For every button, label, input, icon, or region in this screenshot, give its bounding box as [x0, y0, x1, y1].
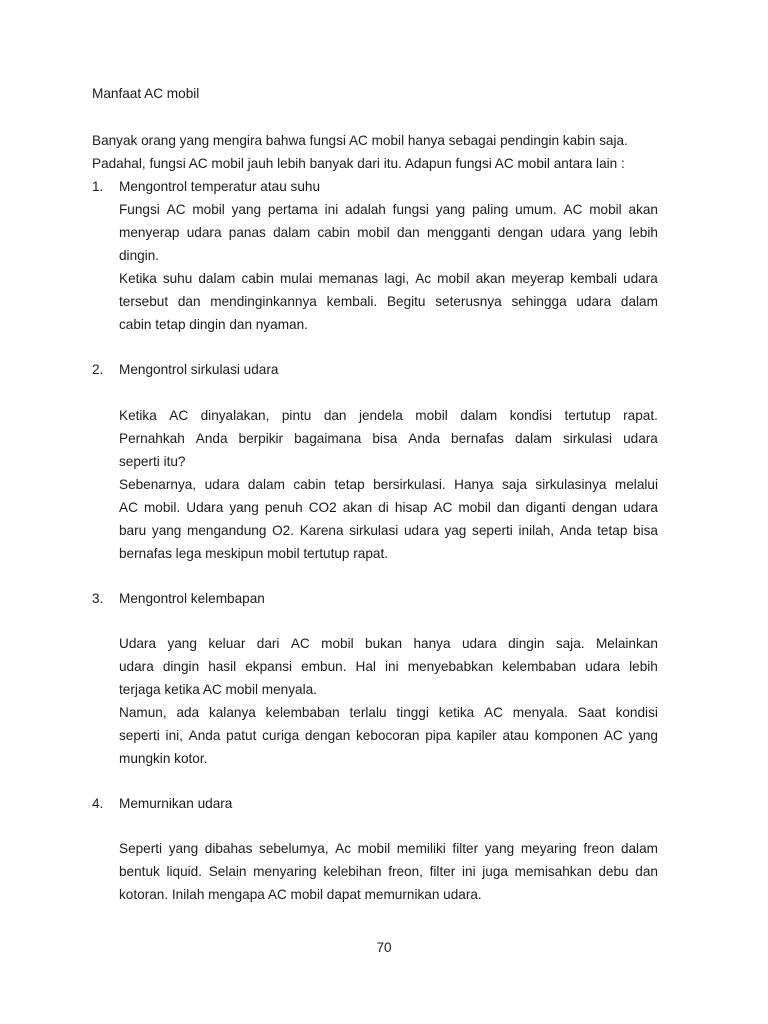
- word: mobil: [321, 636, 354, 651]
- word: panas: [228, 225, 266, 240]
- word: dan: [396, 225, 420, 240]
- word: akan: [475, 271, 506, 286]
- paragraph-line: [119, 294, 658, 310]
- word: fungsi: [392, 202, 429, 217]
- word: pipa: [425, 728, 451, 743]
- word: inilah,: [518, 523, 555, 538]
- word: Sebenarnya,: [119, 477, 197, 492]
- word: Ac: [335, 841, 352, 856]
- word: Anda: [408, 431, 441, 446]
- word: lagi,: [384, 271, 410, 286]
- word: Anda: [195, 431, 228, 446]
- word: yang: [151, 523, 182, 538]
- word: Anda: [559, 523, 592, 538]
- paragraph-line: [119, 202, 658, 218]
- word: kalanya: [208, 705, 256, 720]
- word: dingin: [162, 659, 200, 674]
- word: bisa: [372, 431, 398, 446]
- word: meyaring: [520, 841, 577, 856]
- word: dan: [323, 408, 347, 423]
- word: sirkulasi: [562, 431, 613, 446]
- word: yang: [435, 202, 466, 217]
- word: ini,: [165, 728, 183, 743]
- paragraph-line: mungkin kotor.: [119, 751, 208, 766]
- word: dengan: [304, 728, 351, 743]
- word: dengan: [497, 225, 544, 240]
- word: memanas: [318, 271, 379, 286]
- word: kembali.: [326, 294, 378, 309]
- word: ada: [176, 705, 200, 720]
- word: curiga: [262, 728, 300, 743]
- word: udara: [461, 636, 497, 651]
- word: dan: [635, 864, 658, 879]
- word: Ketika: [119, 271, 157, 286]
- word: AC: [166, 202, 186, 217]
- word: saja.: [555, 636, 585, 651]
- word: pintu: [281, 408, 312, 423]
- word: mobil: [192, 202, 225, 217]
- word: dalam: [273, 225, 311, 240]
- word: sirkulasi: [349, 523, 399, 538]
- word: baru: [119, 523, 147, 538]
- word: Anda: [188, 728, 221, 743]
- word: yang: [167, 636, 197, 651]
- section-number: 2.: [92, 362, 104, 377]
- word: kapiler: [456, 728, 497, 743]
- section-number: 1.: [92, 179, 104, 194]
- word: meyerap: [511, 271, 565, 286]
- word: paling: [472, 202, 509, 217]
- word: dinyalakan,: [200, 408, 270, 423]
- paragraph-line: [119, 841, 658, 857]
- paragraph-line: terjaga ketika AC mobil menyala.: [119, 682, 317, 697]
- word: bukan: [365, 636, 403, 651]
- word: kebocoran: [356, 728, 420, 743]
- word: umum.: [515, 202, 557, 217]
- word: Begitu: [386, 294, 426, 309]
- word: O2.: [272, 523, 295, 538]
- word: memiliki: [396, 841, 446, 856]
- word: lebih: [629, 225, 658, 240]
- word: Seperti: [119, 841, 163, 856]
- paragraph-line: bernafas lega meskipun mobil tertutup rapat.: [119, 546, 389, 561]
- word: bisa: [633, 523, 658, 538]
- word: kondisi: [615, 705, 658, 720]
- word: mobil: [357, 225, 390, 240]
- section-number: 3.: [92, 591, 104, 606]
- word: bagaimana: [294, 431, 362, 446]
- page-number: 70: [376, 940, 392, 955]
- word: udara: [585, 659, 621, 674]
- word: cabin: [293, 477, 326, 492]
- word: komponen: [534, 728, 599, 743]
- word: sirkulasinya: [535, 477, 607, 492]
- word: udara: [204, 477, 240, 492]
- paragraph-line: seperti itu?: [119, 454, 186, 469]
- word: udara: [623, 271, 658, 286]
- word: dibahas: [204, 841, 253, 856]
- paragraph-line: cabin tetap dingin dan nyaman.: [119, 317, 308, 332]
- paragraph-line: dingin.: [119, 248, 160, 263]
- word: ini: [461, 864, 476, 879]
- word: dalam: [620, 841, 658, 856]
- paragraph-line: [119, 408, 658, 424]
- word: lebih: [629, 659, 658, 674]
- word: menyala.: [512, 705, 568, 720]
- word: hisap: [394, 500, 428, 515]
- word: udara: [623, 431, 658, 446]
- word: Melainkan: [595, 636, 658, 651]
- word: udara: [403, 523, 439, 538]
- word: sehingga: [511, 294, 567, 309]
- word: tersebut: [119, 294, 169, 309]
- word: kondisi: [509, 408, 553, 423]
- word: liquid.: [166, 864, 203, 879]
- word: adalah: [345, 202, 386, 217]
- word: udara: [623, 500, 658, 515]
- intro-line: Banyak orang yang mengira bahwa fungsi AC mobil hanya sebagai pendingin kabin saja.: [92, 133, 628, 148]
- section-heading: Mengontrol temperatur atau suhu: [119, 179, 321, 194]
- word: AC: [119, 500, 138, 515]
- word: AC: [563, 202, 583, 217]
- word: mengandung: [187, 523, 267, 538]
- word: udara: [576, 294, 612, 309]
- section-heading: Memurnikan udara: [119, 796, 233, 811]
- word: tertutup: [564, 408, 611, 423]
- paragraph-line: [119, 636, 658, 652]
- paragraph-line: [119, 271, 658, 287]
- word: Udara: [186, 500, 224, 515]
- word: AC: [290, 636, 310, 651]
- word: suhu: [162, 271, 193, 286]
- word: akan: [628, 202, 658, 217]
- word: mendinginkannya: [210, 294, 317, 309]
- paragraph-line: [119, 659, 658, 675]
- word: Saat: [577, 705, 606, 720]
- word: hasil: [208, 659, 237, 674]
- word: freon,: [388, 864, 423, 879]
- word: Hanya: [454, 477, 494, 492]
- word: yag: [444, 523, 467, 538]
- word: mobil: [458, 500, 491, 515]
- word: kembali: [570, 271, 617, 286]
- paragraph-line: [119, 477, 658, 493]
- word: atau: [502, 728, 529, 743]
- paragraph-line: [119, 431, 658, 447]
- paragraph-line: kotoran. Inilah mengapa AC mobil dapat memurnikan udara.: [119, 887, 482, 902]
- word: mobil: [357, 841, 391, 856]
- word: dingin: [508, 636, 545, 651]
- word: debu: [598, 864, 629, 879]
- word: dalam: [198, 271, 236, 286]
- word: menyerap: [119, 225, 180, 240]
- word: Hal: [355, 659, 376, 674]
- word: saja: [501, 477, 527, 492]
- word: dan: [496, 500, 520, 515]
- word: Ac: [415, 271, 432, 286]
- paragraph-line: [119, 523, 658, 539]
- paragraph-line: [119, 705, 658, 721]
- word: udara: [119, 659, 154, 674]
- word: bersirkulasi.: [373, 477, 446, 492]
- word: penuh: [264, 500, 303, 515]
- word: mobil: [589, 202, 622, 217]
- word: menyaring: [253, 864, 317, 879]
- word: tinggi: [396, 705, 429, 720]
- word: embun.: [301, 659, 347, 674]
- word: cabin: [241, 271, 274, 286]
- word: bentuk: [119, 864, 160, 879]
- paragraph-line: [119, 225, 658, 241]
- word: yang: [592, 225, 622, 240]
- word: ini: [324, 202, 339, 217]
- section-number: 4.: [92, 796, 104, 811]
- word: di: [378, 500, 389, 515]
- word: Karena: [299, 523, 344, 538]
- word: mobil.: [143, 500, 181, 515]
- word: Fungsi: [119, 202, 160, 217]
- word: dalam: [460, 408, 498, 423]
- section-heading: Mengontrol kelembapan: [119, 591, 265, 606]
- word: dengan: [571, 500, 618, 515]
- word: dalam: [514, 431, 552, 446]
- word: freon: [583, 841, 615, 856]
- word: akan: [342, 500, 373, 515]
- word: pertama: [267, 202, 318, 217]
- word: AC: [484, 705, 503, 720]
- word: terlalu: [349, 705, 387, 720]
- section-heading: Mengontrol sirkulasi udara: [119, 362, 279, 377]
- word: udara: [550, 225, 586, 240]
- word: tetap: [597, 523, 628, 538]
- word: cabin: [317, 225, 350, 240]
- word: ekpansi: [245, 659, 293, 674]
- word: yang: [484, 841, 515, 856]
- word: seterusnya: [435, 294, 502, 309]
- word: CO2: [308, 500, 337, 515]
- word: AC: [169, 408, 189, 423]
- word: kelembaban: [502, 659, 577, 674]
- word: yang: [229, 500, 259, 515]
- word: mobil: [415, 408, 448, 423]
- word: memisahkan: [514, 864, 592, 879]
- word: seperti: [472, 523, 513, 538]
- word: ketika: [438, 705, 475, 720]
- word: Namun,: [119, 705, 167, 720]
- word: dan: [177, 294, 201, 309]
- word: yang: [168, 841, 199, 856]
- word: kelebihan: [323, 864, 382, 879]
- word: Ketika: [119, 408, 157, 423]
- word: udara: [186, 225, 222, 240]
- word: yang: [628, 728, 658, 743]
- word: tetap: [334, 477, 365, 492]
- word: filter: [452, 841, 479, 856]
- word: mulai: [279, 271, 313, 286]
- word: melalui: [614, 477, 658, 492]
- word: Udara: [119, 636, 157, 651]
- word: mobil: [437, 271, 470, 286]
- word: ini: [385, 659, 399, 674]
- word: bernafas: [451, 431, 504, 446]
- word: menyebabkan: [407, 659, 494, 674]
- word: rapat.: [623, 408, 658, 423]
- word: berpikir: [238, 431, 284, 446]
- word: AC: [603, 728, 623, 743]
- word: dalam: [247, 477, 285, 492]
- word: kelembaban: [265, 705, 340, 720]
- document-title: Manfaat AC mobil: [92, 86, 200, 101]
- word: hanya: [413, 636, 451, 651]
- word: dalam: [620, 294, 658, 309]
- intro-line: Padahal, fungsi AC mobil jauh lebih banyak dari itu. Adapun fungsi AC mobil antara lain :: [92, 156, 625, 171]
- word: juga: [482, 864, 508, 879]
- word: keluar: [208, 636, 246, 651]
- word: mengganti: [426, 225, 491, 240]
- word: jendela: [358, 408, 403, 423]
- word: seperti: [119, 728, 160, 743]
- word: yang: [231, 202, 262, 217]
- paragraph-line: [119, 728, 658, 744]
- word: diganti: [525, 500, 566, 515]
- word: sebelumya,: [259, 841, 329, 856]
- paragraph-line: [119, 500, 658, 516]
- word: filter: [429, 864, 456, 879]
- word: dari: [256, 636, 280, 651]
- paragraph-line: [119, 864, 658, 880]
- word: Selain: [208, 864, 247, 879]
- word: AC: [433, 500, 453, 515]
- word: patut: [226, 728, 257, 743]
- word: Pernahkah: [119, 431, 185, 446]
